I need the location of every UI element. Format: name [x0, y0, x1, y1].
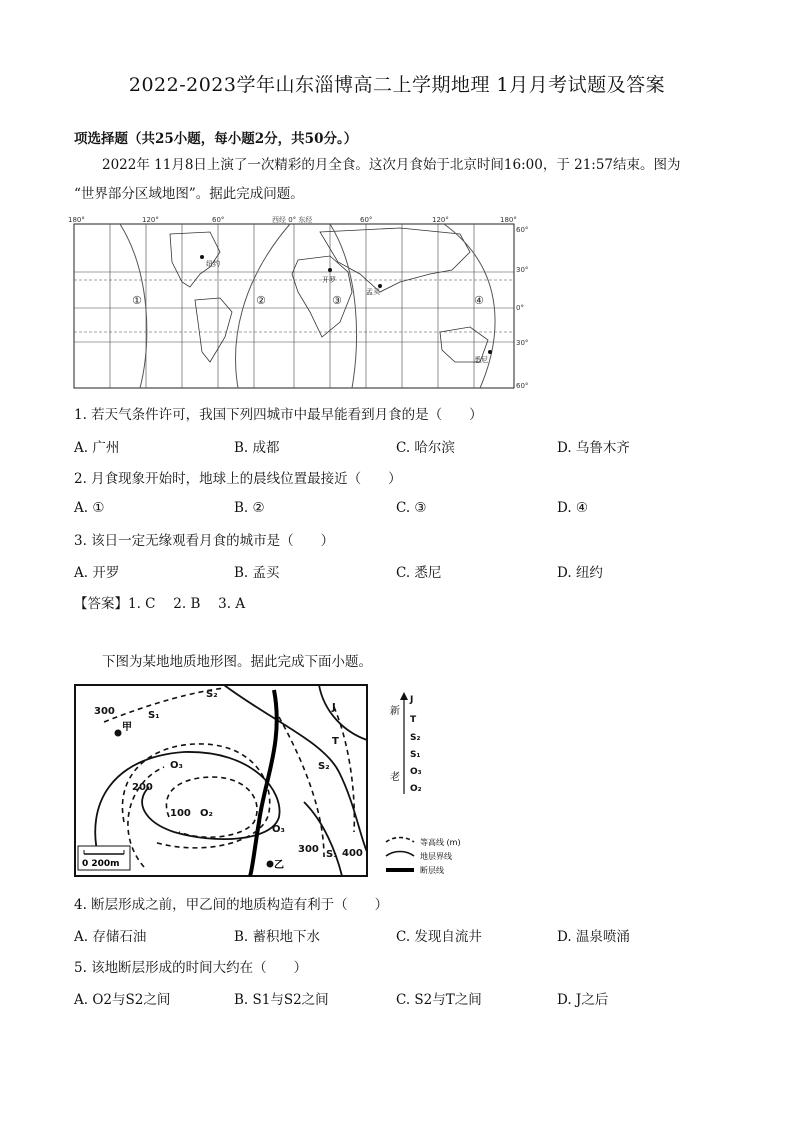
intro-line-2: “世界部分区域地图”。据此完成问题。 — [74, 186, 304, 202]
contour-label: 400 — [342, 848, 363, 859]
stratum-label: O₂ — [200, 808, 213, 819]
lon-label: 西经 0° 东经 — [272, 216, 313, 224]
stratum-label: T — [332, 736, 339, 747]
lat-label: 60° — [516, 226, 529, 234]
legend-contour: 等高线 (m) — [420, 838, 461, 847]
option: B. 成都 — [234, 440, 280, 456]
column-label: S₁ — [410, 750, 421, 760]
option: B. S1与S2之间 — [234, 992, 329, 1008]
question-4: 4. 断层形成之前，甲乙间的地质构造有利于（ ） — [74, 897, 389, 913]
option: D. 乌鲁木齐 — [557, 440, 630, 456]
option: C. 悉尼 — [396, 565, 442, 581]
column-label: S₂ — [410, 733, 421, 743]
lon-label: 120° — [432, 216, 449, 224]
option: C. S2与T之间 — [396, 992, 482, 1008]
option: A. 存储石油 — [74, 929, 147, 945]
option: A. ① — [74, 500, 105, 516]
lat-label: 30° — [516, 339, 529, 347]
marker-1: ① — [132, 294, 142, 307]
contour-label: 200 — [132, 782, 153, 793]
contour-label: 300 — [298, 844, 319, 855]
world-map-figure — [60, 212, 540, 396]
city-label: 孟买 — [366, 288, 380, 296]
stratum-label: S₁ — [326, 849, 338, 860]
column-label: O₃ — [410, 767, 422, 777]
option: A. 广州 — [74, 440, 120, 456]
legend-fault: 断层线 — [420, 866, 444, 875]
option: D. 温泉喷涌 — [557, 929, 630, 945]
option: A. O2与S2之间 — [74, 992, 171, 1008]
marker-2: ② — [256, 294, 266, 307]
stratum-label: O₃ — [272, 824, 285, 835]
stratum-label: J — [332, 702, 336, 713]
section-heading: 项选择题（共25小题，每小题2分，共50分。） — [74, 131, 358, 147]
stratum-label: S₂ — [318, 761, 330, 772]
marker-4: ④ — [474, 294, 484, 307]
lat-label: 60° — [516, 382, 529, 390]
question-5: 5. 该地断层形成的时间大约在（ ） — [74, 960, 308, 976]
stratum-label: O₃ — [170, 760, 183, 771]
page-title: 2022-2023学年山东淄博高二上学期地理 1月月考试题及答案 — [128, 74, 666, 96]
city-label: 悉尼 — [474, 356, 488, 364]
lat-label: 0° — [516, 304, 524, 312]
lat-label: 30° — [516, 266, 529, 274]
lon-label: 180° — [500, 216, 517, 224]
option: B. 蓄积地下水 — [234, 929, 321, 945]
scale-label: 0 200m — [82, 859, 120, 869]
legend-boundary: 地层界线 — [420, 852, 452, 861]
intro-line-1: 2022年 11月8日上演了一次精彩的月全食。这次月食始于北京时间16:00，于 21:57结束。图为 — [102, 157, 681, 173]
question-1: 1. 若天气条件许可，我国下列四城市中最早能看到月食的是（ ） — [74, 407, 483, 423]
contour-label: 100 — [170, 808, 191, 819]
question-3: 3. 该日一定无缘观看月食的城市是（ ） — [74, 533, 335, 549]
age-new-label: 新 — [390, 706, 400, 717]
marker-3: ③ — [332, 294, 342, 307]
option: D. ④ — [557, 500, 589, 516]
option: C. ③ — [396, 500, 427, 516]
option: C. 哈尔滨 — [396, 440, 455, 456]
option: A. 开罗 — [74, 565, 120, 581]
intro-2: 下图为某地地质地形图。据此完成下面小题。 — [102, 654, 372, 670]
answer-line: 【答案】1. C 2. B 3. A — [74, 596, 246, 612]
question-2: 2. 月食现象开始时，地球上的晨线位置最接近（ ） — [74, 471, 402, 487]
option: D. 纽约 — [557, 565, 603, 581]
lon-label: 120° — [142, 216, 159, 224]
stratum-label: S₂ — [206, 689, 218, 700]
lon-label: 180° — [68, 216, 85, 224]
city-label: 开罗 — [322, 276, 336, 284]
age-old-label: 老 — [390, 772, 400, 783]
contour-label: 300 — [94, 706, 115, 717]
geology-map-figure — [74, 682, 474, 878]
option: B. ② — [234, 500, 265, 516]
option: C. 发现自流井 — [396, 929, 482, 945]
lon-label: 60° — [212, 216, 225, 224]
column-label: J — [410, 695, 414, 705]
lon-label: 60° — [360, 216, 373, 224]
stratum-label: S₁ — [148, 710, 160, 721]
option: B. 孟买 — [234, 565, 280, 581]
point-jia: 甲 — [122, 722, 132, 733]
point-yi: 乙 — [274, 860, 284, 871]
column-label: O₂ — [410, 784, 422, 794]
column-label: T — [410, 715, 417, 725]
city-label: 纽约 — [206, 260, 220, 268]
option: D. J之后 — [557, 992, 609, 1008]
